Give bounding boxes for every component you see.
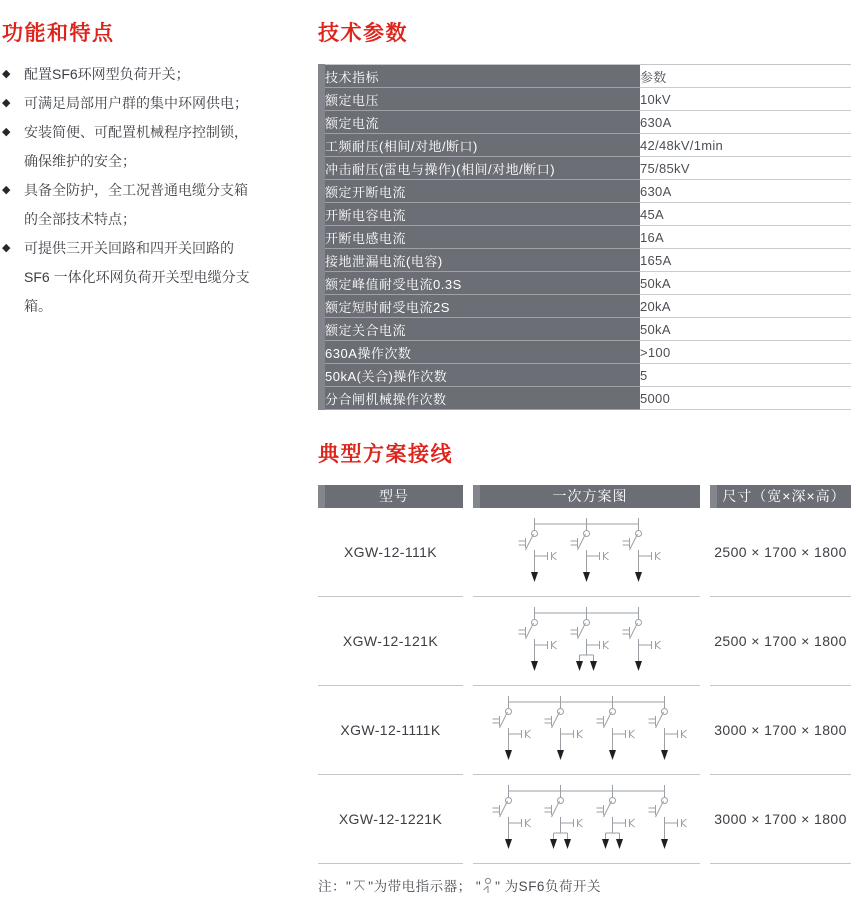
value-cell: 10kV [640, 88, 851, 111]
table-row [322, 318, 852, 341]
value-cell: 16A [640, 226, 851, 249]
feature-text: 可满足局部用户群的集中环网供电； [24, 95, 248, 111]
scheme-row [318, 686, 851, 775]
footnote-suffix: " 为SF6负荷开关 [495, 879, 601, 894]
param-cell: 额定峰值耐受电流0.3S [322, 272, 641, 295]
scheme-row [318, 775, 851, 864]
diamond-bullet-icon: ◆ [2, 184, 11, 196]
feature-item [2, 234, 256, 321]
param-cell: 额定短时耐受电流2S [322, 295, 641, 318]
model-cell: XGW-12-111K [318, 508, 463, 597]
footnote-mid: "为带电指示器； " [368, 879, 482, 894]
table-row [322, 226, 852, 249]
table-row [322, 364, 852, 387]
scheme-row [318, 508, 851, 597]
diamond-bullet-icon: ◆ [2, 97, 11, 109]
param-cell: 额定电流 [322, 111, 641, 134]
circuit-diagram [473, 777, 700, 861]
table-row [322, 157, 852, 180]
size-cell: 2500 × 1700 × 1800 [710, 597, 851, 686]
value-cell: 630A [640, 180, 851, 203]
param-cell: 冲击耐压(雷电与操作)(相间/对地/断口) [322, 157, 641, 180]
value-cell: 165A [640, 249, 851, 272]
footnote-prefix: 注：" [318, 879, 352, 894]
features-list [2, 60, 270, 321]
table-row-header [322, 65, 852, 88]
feature-item [2, 118, 256, 176]
diamond-bullet-icon: ◆ [2, 242, 11, 254]
feature-text: 安装简便、可配置机械程序控制锁，确保维护的安全； [24, 124, 248, 169]
size-cell: 2500 × 1700 × 1800 [710, 508, 851, 597]
param-cell: 工频耐压(相间/对地/断口) [322, 134, 641, 157]
scheme-table-body [318, 508, 851, 864]
param-cell: 630A操作次数 [322, 341, 641, 364]
table-row [322, 180, 852, 203]
param-cell: 开断电感电流 [322, 226, 641, 249]
table-row [322, 272, 852, 295]
diamond-bullet-icon: ◆ [2, 68, 11, 80]
value-cell: 45A [640, 203, 851, 226]
value-cell: 50kA [640, 318, 851, 341]
circuit-diagram [473, 688, 700, 772]
size-cell: 3000 × 1700 × 1800 [710, 775, 851, 864]
schemes-title: 典型方案接线 [318, 443, 453, 466]
param-cell: 50kA(关合)操作次数 [322, 364, 641, 387]
table-row [322, 341, 852, 364]
circuit-diagram [473, 510, 700, 594]
table-row [322, 249, 852, 272]
param-cell: 额定电压 [322, 88, 641, 111]
feature-text: 配置SF6环网型负荷开关； [24, 66, 190, 82]
value-cell: 参数 [640, 65, 851, 88]
value-cell: 75/85kV [640, 157, 851, 180]
table-row [322, 387, 852, 410]
param-cell: 技术指标 [322, 65, 641, 88]
footnote [318, 875, 851, 895]
features-section [2, 22, 270, 321]
features-title: 功能和特点 [2, 22, 115, 45]
value-cell: 20kA [640, 295, 851, 318]
diagram-cell [473, 597, 700, 686]
value-cell: >100 [640, 341, 851, 364]
scheme-col-size: 尺寸（宽×深×高） [710, 485, 851, 508]
param-cell: 分合闸机械操作次数 [322, 387, 641, 410]
value-cell: 5 [640, 364, 851, 387]
diagram-cell [473, 775, 700, 864]
value-cell: 50kA [640, 272, 851, 295]
sf6-switch-icon [482, 877, 494, 894]
scheme-col-model: 型号 [318, 485, 463, 508]
feature-text: 具备全防护，全工况普通电缆分支箱的全部技术特点； [24, 182, 248, 227]
feature-item [2, 176, 256, 234]
diagram-cell [473, 508, 700, 597]
model-cell: XGW-12-1111K [318, 686, 463, 775]
size-cell: 3000 × 1700 × 1800 [710, 686, 851, 775]
live-indicator-icon [352, 877, 367, 893]
scheme-col-diagram: 一次方案图 [473, 485, 700, 508]
table-row [322, 134, 852, 157]
table-row [322, 88, 852, 111]
model-cell: XGW-12-121K [318, 597, 463, 686]
value-cell: 5000 [640, 387, 851, 410]
tech-params-title: 技术参数 [318, 22, 408, 45]
scheme-row [318, 597, 851, 686]
value-cell: 42/48kV/1min [640, 134, 851, 157]
param-cell: 额定关合电流 [322, 318, 641, 341]
diamond-bullet-icon: ◆ [2, 126, 11, 138]
right-column [318, 22, 851, 895]
scheme-table-header [318, 485, 851, 508]
param-cell: 开断电容电流 [322, 203, 641, 226]
table-row [322, 203, 852, 226]
table-row [322, 295, 852, 318]
value-cell: 630A [640, 111, 851, 134]
feature-item [2, 89, 256, 118]
diagram-cell [473, 686, 700, 775]
tech-params-table [318, 64, 851, 410]
param-cell: 额定开断电流 [322, 180, 641, 203]
feature-text: 可提供三开关回路和四开关回路的SF6 一体化环网负荷开关型电缆分支箱。 [24, 240, 250, 314]
model-cell: XGW-12-1221K [318, 775, 463, 864]
table-row [322, 111, 852, 134]
feature-item [2, 60, 256, 89]
circuit-diagram [473, 599, 700, 683]
param-cell: 接地泄漏电流(电容) [322, 249, 641, 272]
